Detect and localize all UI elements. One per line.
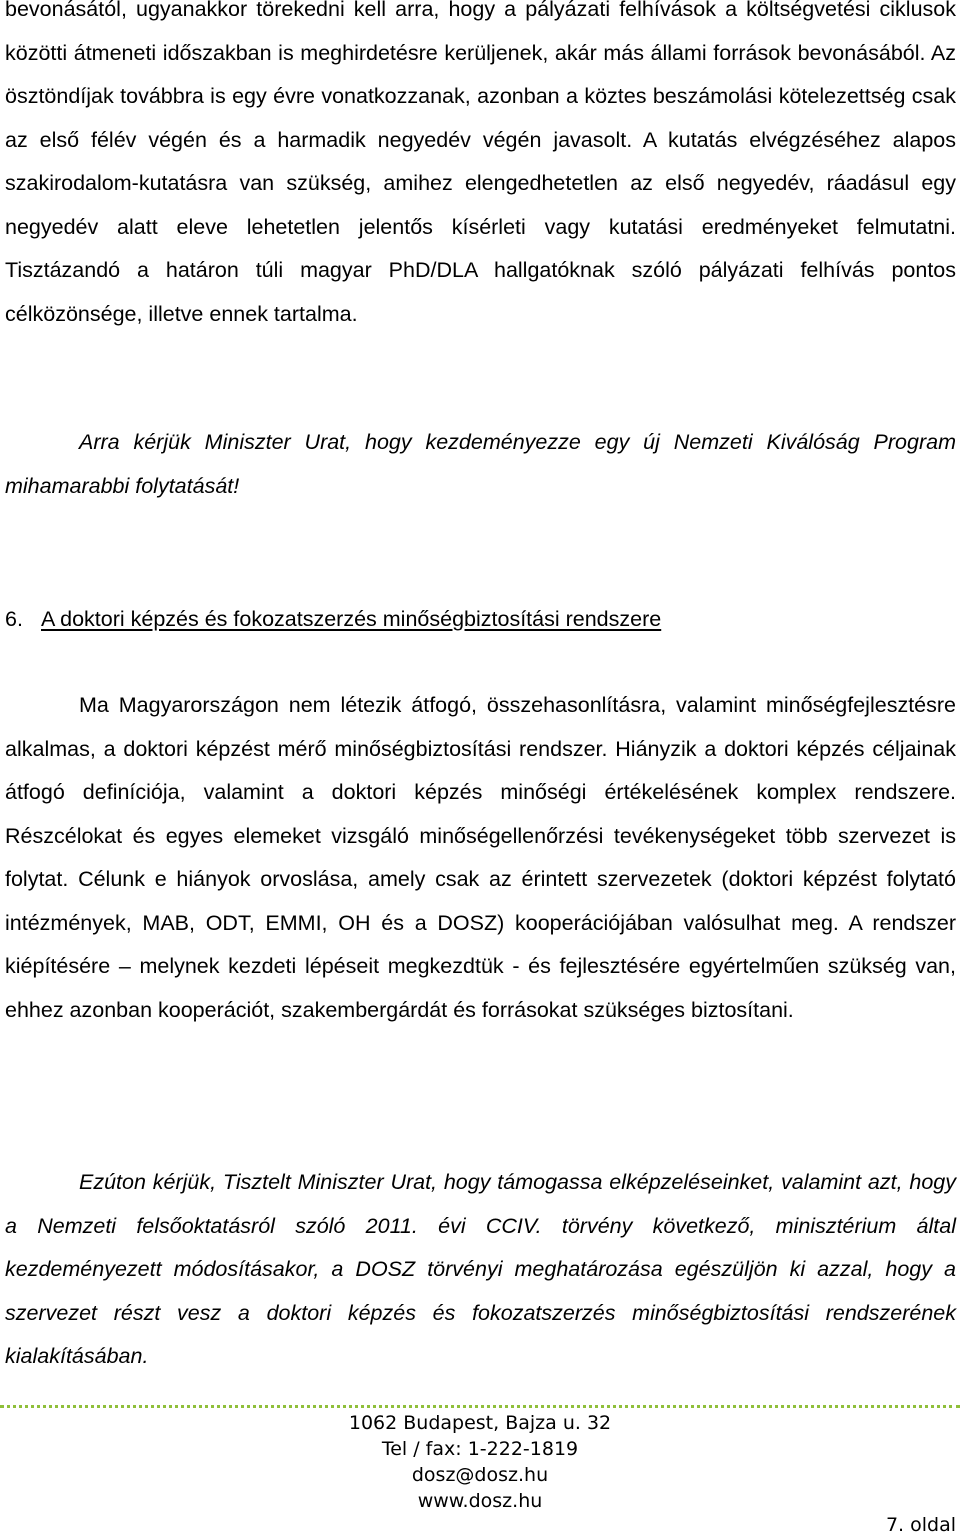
section-number: 6. — [5, 607, 23, 631]
footer-divider — [0, 1405, 960, 1408]
paragraph-scholarship-terms: bevonásától, ugyanakkor törekedni kell arra, hogy a pályázati felhívások a költségvetési ciklusok közötti átmeneti időszakban is meghirdetésre kerüljenek, akár más állami források bevonásából. Az ösztöndíjak továbbra is egy évre vonatkozzanak, azonban a köztes beszámolási kötelezettség csak az első félév végén és a harmadik negyedév végén javasolt. A kutatás elvégzéséhez alapos szakirodalom-kutatásra van szükség, amihez elengedhetetlen az első negyedév, ráadásul egy negyedév alatt eleve lehetetlen jelentős kísérleti vagy kutatási eredményeket felmutatni. Tisztázandó a határon túli magyar PhD/DLA hallgatóknak szóló pályázati felhívás pontos célközönsége, illetve ennek tartalma. — [5, 0, 956, 326]
footer-address: 1062 Budapest, Bajza u. 32 — [348, 1412, 612, 1434]
request-block-excellence-program — [5, 421, 956, 508]
section-heading-quality-assurance — [5, 598, 956, 642]
section-title: A doktori képzés és fokozatszerzés minőségbiztosítási rendszere — [41, 607, 662, 631]
request-law-amendment: Ezúton kérjük, Tisztelt Miniszter Urat, hogy támogassa elképzeléseinket, valamint azt, hogy a Nemzeti felsőoktatásról szóló 2011. évi CCIV. törvény következő, minisztérium által kezdeményezett módosításakor, a DOSZ törvényi meghatározása egészüljön ki azzal, hogy a szervezet részt vesz a doktori képzés és fokozatszerzés minőségbiztosítási rendszerének kialakításában. — [5, 1170, 956, 1368]
request-block-law-amendment — [5, 1161, 956, 1379]
footer-website[interactable]: www.dosz.hu — [417, 1490, 543, 1512]
page-number: 7. oldal — [885, 1514, 956, 1536]
request-excellence-program: Arra kérjük Miniszter Urat, hogy kezdeményezze egy új Nemzeti Kiválóság Program mihamarabbi folytatását! — [5, 430, 956, 498]
quality-assurance-block — [5, 684, 956, 1032]
paragraph-quality-assurance: Ma Magyarországon nem létezik átfogó, összehasonlításra, valamint minőségfejlesztésre alkalmas, a doktori képzést mérő minőségbiztosítási rendszer. Hiányzik a doktori képzés céljainak átfogó definíciója, valamint a doktori képzés minőségi értékelésének komplex rendszere. Részcélokat és egyes elemeket vizsgáló minőségellenőrzési tevékenységeket több szervezet is folytat. Célunk e hiányok orvoslása, amely csak az érintett szervezetek (doktori képzést folytató intézmények, MAB, ODT, EMMI, OH és a DOSZ) kooperációjában valósulhat meg. A rendszer kiépítésére – melynek kezdeti lépéseit megkezdtük - és fejlesztésére egyértelműen szükség van, ehhez azonban kooperációt, szakembergárdát és forrásokat szükséges biztosítani. — [5, 693, 956, 1022]
footer-email[interactable]: dosz@dosz.hu — [411, 1464, 549, 1486]
footer-contact — [0, 1410, 960, 1514]
footer-phone: Tel / fax: 1-222-1819 — [381, 1438, 579, 1460]
